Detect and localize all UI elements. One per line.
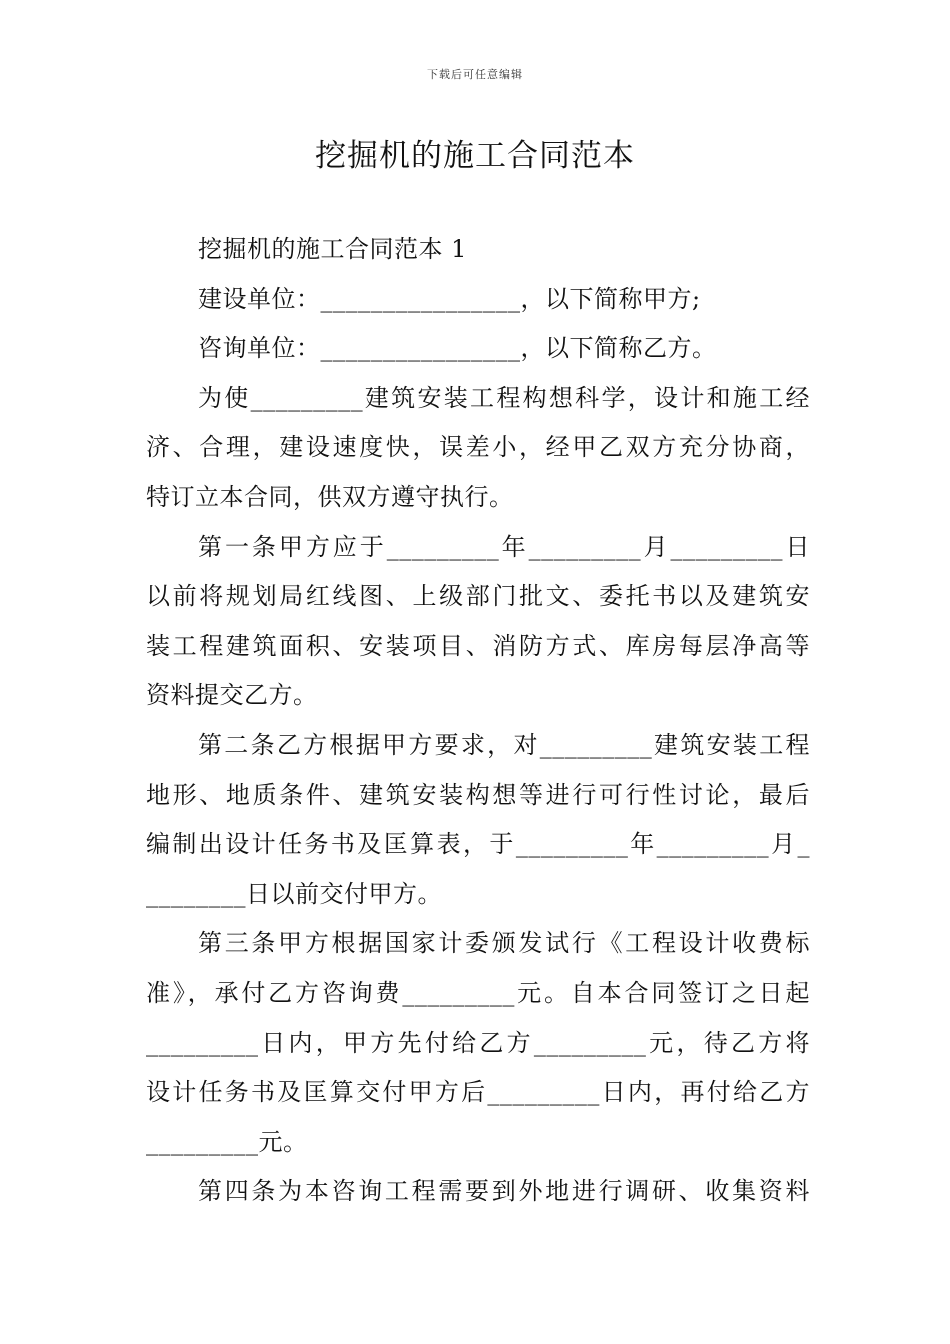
text-line: _________元。	[146, 1127, 308, 1156]
document-title: 挖掘机的施工合同范本	[315, 138, 635, 174]
text-line: 第二条乙方根据甲方要求，对_________建筑安装工程	[198, 730, 810, 759]
text-line: 为使_________建筑安装工程构想科学，设计和施工经	[198, 383, 810, 412]
text-line: 第三条甲方根据国家计委颁发试行《工程设计收费标	[198, 929, 810, 958]
text-line: 地形、地质条件、建筑安装构想等进行可行性讨论，最后	[146, 780, 810, 809]
document-body	[146, 225, 810, 1217]
header-note: 下载后可任意编辑	[427, 68, 523, 81]
text-line: _________日内，甲方先付给乙方_________元，待乙方将	[146, 1028, 810, 1057]
text-line: 第一条甲方应于_________年_________月_________日	[198, 532, 810, 561]
text-line: 建设单位：________________，以下简称甲方;	[198, 284, 701, 313]
text-line: 编制出设计任务书及匡算表，于_________年_________月_	[146, 830, 810, 859]
text-line: 装工程建筑面积、安装项目、消防方式、库房每层净高等	[146, 631, 810, 660]
text-line: 特订立本合同，供双方遵守执行。	[146, 482, 514, 511]
text-line: 设计任务书及匡算交付甲方后_________日内，再付给乙方	[146, 1078, 810, 1107]
text-line: 资料提交乙方。	[146, 681, 318, 710]
text-line: 准》，承付乙方咨询费_________元。自本合同签订之日起	[146, 978, 810, 1007]
text-line: 咨询单位：________________，以下简称乙方。	[198, 334, 717, 363]
text-line: ________日以前交付甲方。	[146, 879, 442, 908]
text-line: 以前将规划局红线图、上级部门批文、委托书以及建筑安	[146, 582, 810, 611]
text-line: 济、合理，建设速度快，误差小，经甲乙双方充分协商，	[146, 433, 810, 462]
text-line: 挖掘机的施工合同范本 1	[198, 235, 467, 263]
text-line: 第四条为本咨询工程需要到外地进行调研、收集资料	[198, 1177, 810, 1206]
